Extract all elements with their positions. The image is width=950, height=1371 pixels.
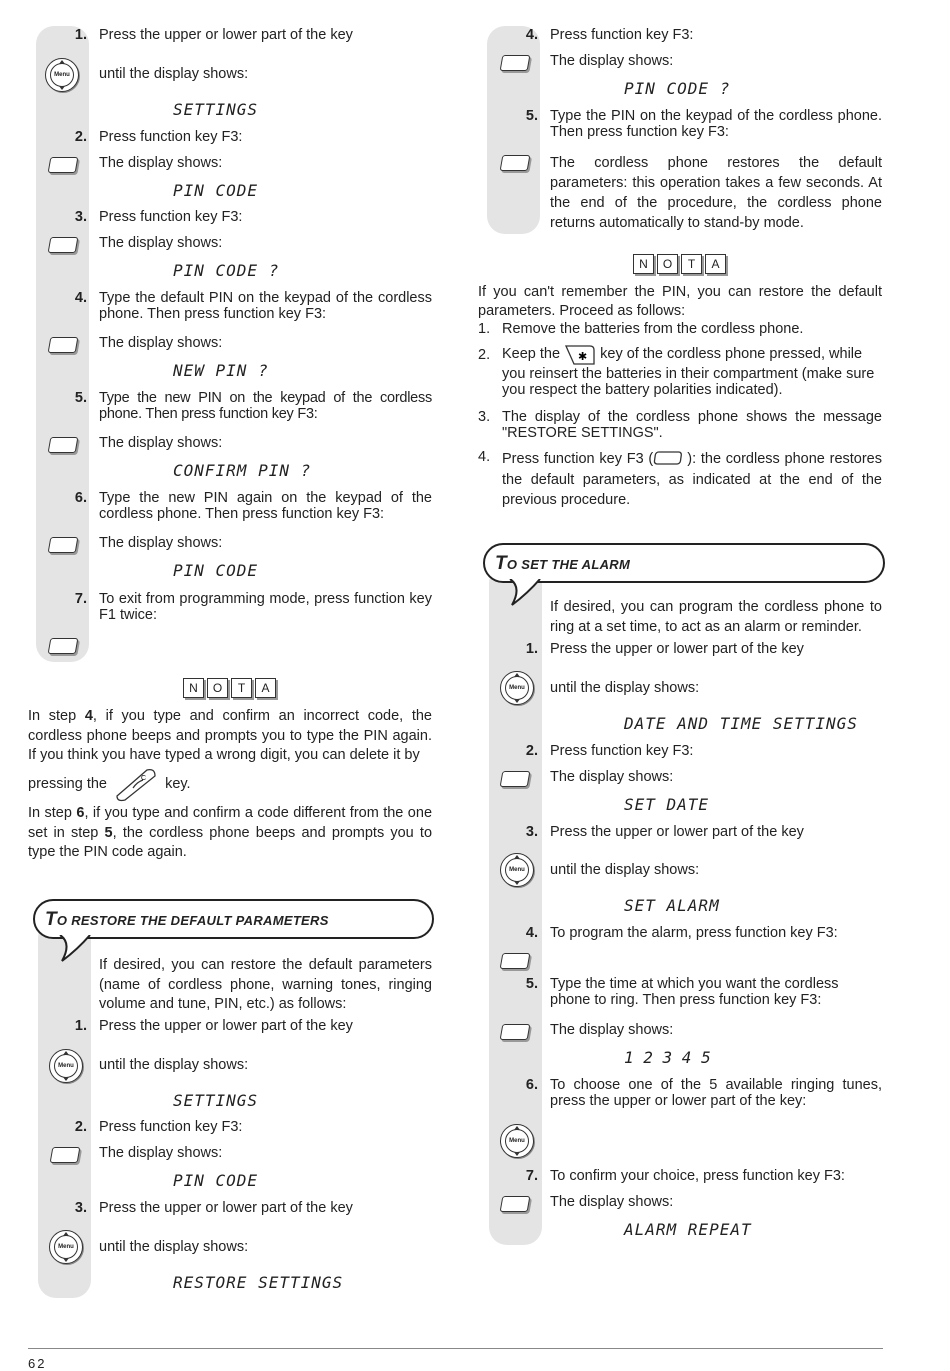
step-text: until the display shows: — [550, 862, 700, 878]
step-text: The cordless phone restores the default parameters: this operation takes a few seconds. At the end of the procedure, the cordless phone returns automatically to stand-by mode. — [550, 155, 882, 231]
step-number: 2. — [74, 1119, 87, 1135]
display-text: NEW PIN ? — [173, 361, 269, 380]
step-text: The display shows: — [99, 435, 223, 451]
step-number: 4. — [525, 27, 538, 43]
nota-paragraph: In step 4, if you type and confirm an incorrect code, the cordless phone beeps and prompts you to type the PIN again. If you think you have typed a wrong digit, you can delete it by — [28, 708, 433, 763]
step-text: Press the upper or lower part of the key — [550, 824, 804, 840]
display-text: CONFIRM PIN ? — [173, 461, 312, 480]
function-key-icon — [48, 437, 79, 453]
step-text: Press function key F3: — [99, 129, 243, 145]
step-number: 2. — [74, 129, 87, 145]
step-text: To confirm your choice, press function key F3: — [550, 1168, 845, 1184]
display-text: SETTINGS — [173, 1091, 259, 1110]
function-key-icon — [48, 157, 79, 173]
nota-letter: T — [231, 678, 252, 698]
step-text: Type the PIN on the keypad of the cordless phone. Then press function key F3: — [550, 108, 882, 140]
step-text: Type the time at which you want the cordless phone to ring. Then press function key F3: — [550, 976, 839, 1008]
menu-nav-key-icon: Menu — [500, 853, 534, 887]
function-key-icon — [500, 1196, 531, 1212]
step-number: 4. — [74, 290, 87, 306]
function-key-icon — [48, 237, 79, 253]
step-number: 5. — [525, 108, 538, 124]
step-text: Type the default PIN on the keypad of the cordless phone. Then press function key F3: — [99, 290, 432, 322]
function-key-icon — [500, 1024, 531, 1040]
display-text: RESTORE SETTINGS — [173, 1273, 344, 1292]
step-text: The display shows: — [99, 235, 223, 251]
step-text: Press function key F3: — [550, 743, 694, 759]
step-number: 7. — [74, 591, 87, 607]
display-text: SET DATE — [624, 795, 710, 814]
svg-text:✱: ✱ — [578, 350, 588, 363]
display-text: ALARM REPEAT — [624, 1220, 752, 1239]
header-tail — [508, 579, 542, 607]
section-header-alarm — [483, 543, 885, 583]
step-text: The display shows: — [99, 335, 223, 351]
list-text: Press function key F3 ( ): the cordless phone restores the default parameters, as indicated at the end of the previous procedure. — [502, 451, 883, 508]
step-text: Type the new PIN again on the keypad of the cordless phone. Then press function key F3: — [99, 490, 432, 522]
step-number: 2. — [525, 743, 538, 759]
list-text: The display of the cordless phone shows the message "RESTORE SETTINGS". — [502, 409, 882, 441]
step-number: 3. — [74, 1200, 87, 1216]
step-number: 6. — [74, 490, 87, 506]
list-text: Keep the ✱ key of the cordless phone pressed, while you reinsert the batteries in their compartment (make sure you respect the battery polarities indicated). — [502, 342, 882, 398]
step-text: The display shows: — [99, 1145, 223, 1161]
step-text: To exit from programming mode, press function key F1 twice: — [99, 591, 432, 623]
step-text: The display shows: — [99, 535, 223, 551]
menu-nav-key-icon: Menu — [500, 1124, 534, 1158]
nota-paragraph-end: pressing the C key. — [28, 766, 432, 802]
display-text: SET ALARM — [624, 896, 720, 915]
function-key-icon — [500, 55, 531, 71]
menu-nav-key-icon: Menu — [49, 1230, 83, 1264]
step-text: Press function key F3: — [99, 1119, 243, 1135]
nota-label — [183, 678, 276, 698]
footer-rule — [28, 1348, 883, 1349]
display-text: PIN CODE ? — [173, 261, 280, 280]
nota-intro: If you can't remember the PIN, you can restore the default parameters. Proceed as follows: — [478, 284, 882, 319]
step-number: 3. — [74, 209, 87, 225]
step-number: 1. — [74, 27, 87, 43]
restore-intro: If desired, you can restore the default parameters (name of cordless phone, warning tones, ringing volume and tune, PIN, etc.) as follows: — [99, 957, 432, 1012]
step-text: Press the upper or lower part of the key — [99, 27, 353, 43]
function-key-icon — [50, 1147, 81, 1163]
step-number: 5. — [525, 976, 538, 992]
nota-letter: N — [183, 678, 204, 698]
function-key-icon — [48, 537, 79, 553]
function-key-icon — [500, 155, 531, 171]
nota-letter: A — [255, 678, 276, 698]
step-number: 4. — [525, 925, 538, 941]
step-text: until the display shows: — [99, 1239, 249, 1255]
section-header-restore — [33, 899, 434, 939]
header-tail — [58, 935, 92, 963]
display-text: PIN CODE — [173, 1171, 259, 1190]
nota-letter: T — [681, 254, 702, 274]
svg-text:C: C — [141, 775, 147, 783]
menu-nav-key-icon: Menu — [45, 58, 79, 92]
step-text: The display shows: — [550, 1022, 674, 1038]
function-key-icon — [500, 953, 531, 969]
step-text: until the display shows: — [99, 1057, 249, 1073]
step-number: 1. — [74, 1018, 87, 1034]
nota-letter: O — [657, 254, 678, 274]
step-text: The display shows: — [99, 155, 223, 171]
step-number: 3. — [525, 824, 538, 840]
step-text: To program the alarm, press function key F3: — [550, 925, 838, 941]
nota-letter: O — [207, 678, 228, 698]
list-number: 1. — [478, 321, 491, 337]
step-number: 6. — [525, 1077, 538, 1093]
step-text: Press function key F3: — [550, 27, 694, 43]
list-number: 4. — [478, 449, 491, 465]
display-text: 1 2 3 4 5 — [624, 1048, 711, 1067]
step-text: until the display shows: — [99, 66, 249, 82]
nota-letter: A — [705, 254, 726, 274]
menu-nav-key-icon: Menu — [49, 1049, 83, 1083]
page-number: 62 — [28, 1356, 47, 1371]
section-title: TO RESTORE THE DEFAULT PARAMETERS — [45, 909, 329, 930]
clear-key-icon — [111, 766, 161, 802]
step-number: 5. — [74, 390, 87, 406]
step-text: The display shows: — [550, 1194, 674, 1210]
nota-paragraph: In step 6, if you type and confirm a code different from the one set in step 5, the cordless phone beeps and prompts you to type the PIN code again. — [28, 805, 433, 860]
step-text: To choose one of the 5 available ringing tunes, press the upper or lower part of the key: — [550, 1077, 882, 1109]
function-key-icon — [48, 337, 79, 353]
menu-nav-key-icon: Menu — [500, 671, 534, 705]
step-text: The display shows: — [550, 53, 674, 69]
display-text: SETTINGS — [173, 100, 259, 119]
list-text: Remove the batteries from the cordless phone. — [502, 321, 804, 337]
step-text: Press function key F3: — [99, 209, 243, 225]
section-title: TO SET THE ALARM — [495, 553, 631, 574]
step-text: until the display shows: — [550, 680, 700, 696]
function-key-icon — [500, 771, 531, 787]
star-key-icon — [564, 342, 596, 366]
function-key-icon — [48, 638, 79, 654]
step-text: Press the upper or lower part of the key — [550, 641, 804, 657]
step-number: 1. — [525, 641, 538, 657]
display-text: PIN CODE — [173, 181, 259, 200]
alarm-intro: If desired, you can program the cordless phone to ring at a set time, to act as an alarm or reminder. — [550, 599, 882, 635]
display-text: PIN CODE ? — [624, 79, 731, 98]
nota-letter: N — [633, 254, 654, 274]
display-text: PIN CODE — [173, 561, 259, 580]
display-text: DATE AND TIME SETTINGS — [624, 714, 858, 733]
step-text: Type the new PIN on the keypad of the cordless phone. Then press function key F3: — [99, 390, 432, 422]
step-text: The display shows: — [550, 769, 674, 785]
list-number: 2. — [478, 347, 491, 363]
list-number: 3. — [478, 409, 491, 425]
step-number: 7. — [525, 1168, 538, 1184]
step-text: Press the upper or lower part of the key — [99, 1018, 353, 1034]
step-text: Press the upper or lower part of the key — [99, 1200, 353, 1216]
function-key-icon — [653, 450, 687, 468]
nota-label — [633, 254, 726, 274]
